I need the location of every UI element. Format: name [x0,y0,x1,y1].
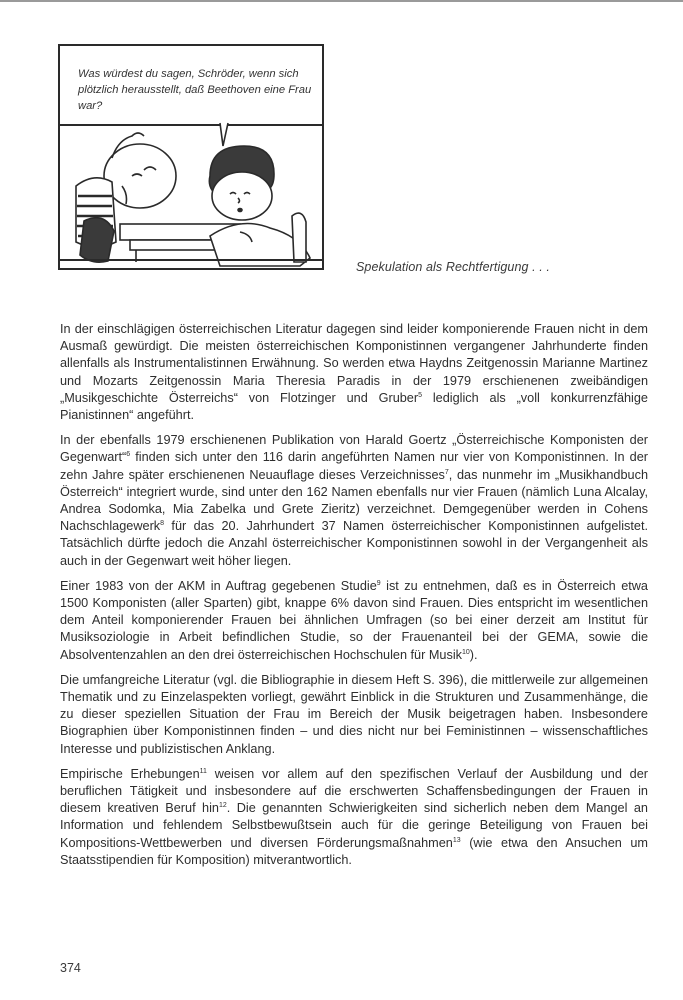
footnote-ref: 13 [452,836,461,844]
text-run: In der ebenfalls 1979 erschienenen Publikation von Harald Goertz „Österreichische Komponisten der Gegenwart“ [60,433,648,465]
footnote-ref: 11 [199,767,207,775]
paragraph-4 [60,672,648,758]
lucy-figure [209,146,310,266]
schroeder-pants [80,218,114,262]
page-number: 374 [60,961,81,975]
text-run: finden sich unter den 116 darin angeführten Namen nur vier von Komponistinnen. In der zehn Jahre später erschienenen Neuauflage dieses Verzeichnisses [60,450,648,482]
lucy-leg [292,213,306,262]
footnote-ref: 5 [418,391,422,399]
footnote-ref: 9 [376,579,381,587]
text-run: für das 20. Jahrhundert 37 Namen österreichischer Komponistinnen aufgelistet. Tatsächlich dürfte jedoch die Anzahl österreichischer Komponistinnen sowohl in der Vergangenheit als auch in der Gegenwart weit höher liegen. [60,519,648,568]
speech-bubble-text: Was würdest du sagen, Schröder, wenn sich plötzlich herausstellt, daß Beethoven eine Frau war? [78,68,312,112]
footnote-ref: 6 [126,451,131,459]
text-run: (wie etwa den Ansuchen um Staatsstipendien für Komposition) mitverantwortlich. [60,835,648,867]
text-run: In der einschlägigen österreichischen Literatur dagegen sind leider komponierende Frauen nicht in dem Ausmaß gewürdigt. Die meisten österreichischen Komponistinnen vergangener Jahrhunderte finden allenfalls als Instrumentalistinnen Erwähnung. So werden etwa Haydns Zeitgenossin Marianne Martinez und Mozarts Zeitgenossin Maria Theresia Paradis in der 1979 erschienenen zweibändigen „Musikgeschichte Österreichs“ von Flotzinger und Gruber [60,322,648,405]
text-run: . Die genannten Schwierigkeiten sind sicherlich neben dem Mangel an Information und fehlendem Selbstbewußtsein auch für die geringe Beteiligung von Frauen bei Kompositions-Wettbewerben und diversen Förderungsmaßnahmen [60,801,648,850]
text-run: ist zu entnehmen, daß es in Österreich etwa 1500 Komponisten (aller Sparten) gibt, knappe 6% davon sind Frauen. Dies entspricht im wesentlichen dem Anteil komponierender Frauen bei ähnlichen Umfragen (so bei einer derzeit am Institut für Musiksoziologie in Arbeit befindlichen Studie, so der Frauenanteil bei der GEMA, sowie die Absolventenzahlen an den drei österreichischen Hochschulen für Musik [60,578,648,662]
paragraph-5 [60,766,648,869]
schroeder-head [104,144,176,208]
article-body [60,321,648,877]
footnote-ref: 12 [218,802,227,810]
page-top-edge [0,0,683,2]
paragraph-2 [60,432,648,570]
footnote-ref: 10 [462,648,470,656]
paragraph-1 [60,321,648,424]
text-run: lediglich als „voll konkurrenzfähige Pianistinnen“ angeführt. [60,390,648,423]
text-run: weisen vor allem auf den spezifischen Verlauf der Ausbildung und der beruflichen Tätigkeit und insbesondere auf die erschwerten Schaffensbedingungen der Frauen in diesem kreativen Beruf hin [60,766,648,816]
footnote-ref: 8 [160,520,165,528]
paragraph-3 [60,578,648,664]
text-run: ). [469,647,478,662]
comic-illustration [60,46,322,268]
text-run: Empirische Erhebungen [60,766,200,781]
speech-bubble-tail [220,123,228,146]
comic-caption: Spekulation als Rechtfertigung . . . [356,260,550,274]
text-run: Einer 1983 von der AKM in Auftrag gegebenen Studie [60,578,377,593]
text-run: , das nunmehr im „Musikhandbuch Österreich“ integriert wurde, sind unter den 162 Namen ebenfalls nur vier Frauen (nämlich Luna Alcalay, Andrea Sodomka, Mia Zabelka und Grete Zieritz) verzeichnet. Demgegenüber werden in Cohens Nachschlagewerk [60,467,648,534]
footnote-ref: 7 [444,468,449,476]
text-run: Die umfangreiche Literatur (vgl. die Bibliographie in diesem Heft S. 396), die mittlerweile zur allgemeinen Thematik und zu Einzelaspekten vorliegt, gewährt Einblick in die Strukturen und Zusammenhänge, die zu dieser speziellen Situation der Frau im Bereich der Musik beigetragen haben. Insbesondere Biographien über Komponistinnen finden – und dies nicht nur bei Feministinnen – wissenschaftliches Interesse und publizistischen Anklang. [60,672,648,756]
peanuts-comic-panel [58,44,324,270]
lucy-head [212,172,272,220]
